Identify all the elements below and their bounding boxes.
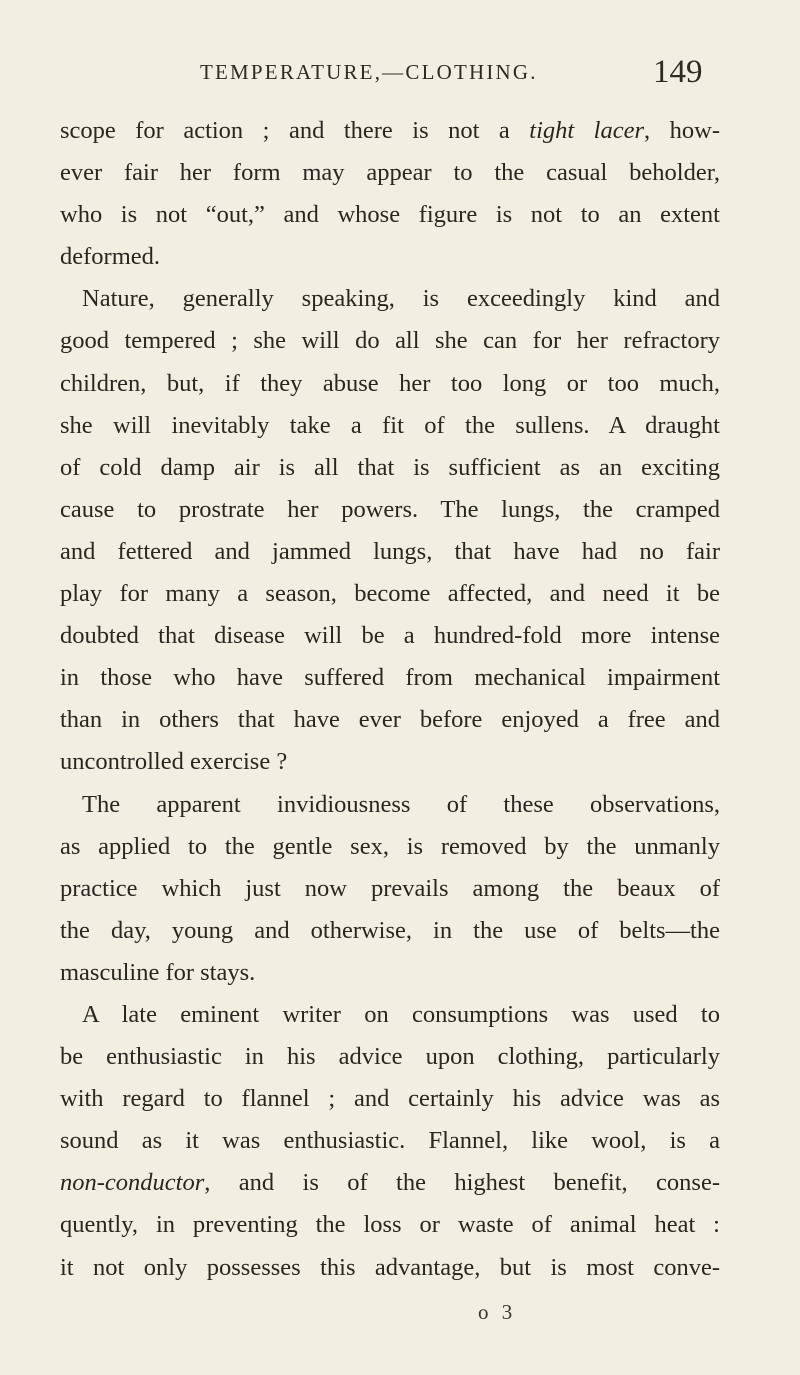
text-line: practice which just now prevails among the beaux of xyxy=(60,874,720,902)
text-line: and fettered and jammed lungs, that have had no fair xyxy=(60,537,720,565)
italic-term: non-conductor xyxy=(60,1169,205,1197)
text-line: cause to prostrate her powers. The lungs, the cramped xyxy=(60,495,720,523)
text-line: good tempered ; she will do all she can for her refractory xyxy=(60,327,720,355)
text-line: be enthusiastic in his advice upon clothing, particularly xyxy=(60,1043,720,1071)
text-line: than in others that have ever before enjoyed a free and xyxy=(60,706,720,734)
body-text xyxy=(60,110,720,1289)
text-line: who is not “out,” and whose figure is not to an extent xyxy=(60,201,720,229)
text-line: in those who have suffered from mechanical impairment xyxy=(60,664,720,692)
text-line: with regard to flannel ; and certainly his advice was as xyxy=(60,1085,720,1113)
text-line: quently, in preventing the loss or waste of animal heat : xyxy=(60,1211,720,1239)
signature-mark: o 3 xyxy=(478,1300,517,1324)
text-line: masculine for stays. xyxy=(60,958,256,986)
text-line: of cold damp air is all that is sufficient as an exciting xyxy=(60,453,720,481)
page-number: 149 xyxy=(653,54,703,90)
text-line: the day, young and otherwise, in the use of belts—the xyxy=(60,916,720,944)
running-title: TEMPERATURE,—CLOTHING. xyxy=(200,60,538,84)
text-line: children, but, if they abuse her too long or too much, xyxy=(60,369,720,397)
text-line: non-conductor, and is of the highest benefit, conse- xyxy=(60,1169,720,1197)
text-line: play for many a season, become affected, and need it be xyxy=(60,580,720,608)
text-line: doubted that disease will be a hundred-fold more intense xyxy=(60,622,720,650)
text-line: she will inevitably take a fit of the sullens. A draught xyxy=(60,411,720,439)
italic-term: tight lacer xyxy=(529,117,645,144)
text-line: sound as it was enthusiastic. Flannel, like wool, is a xyxy=(60,1127,720,1155)
running-head xyxy=(0,54,800,98)
text-line: Nature, generally speaking, is exceedingly kind and xyxy=(82,285,720,313)
text-line: uncontrolled exercise ? xyxy=(60,748,288,776)
text-line: A late eminent writer on consumptions was used to xyxy=(82,1000,720,1028)
text-line: scope for action ; and there is not a tight lacer, how- xyxy=(60,117,720,144)
text-line: it not only possesses this advantage, but is most conve- xyxy=(60,1253,720,1281)
text-line: deformed. xyxy=(60,243,160,271)
text-line: ever fair her form may appear to the casual beholder, xyxy=(60,159,720,187)
text-line: as applied to the gentle sex, is removed by the unmanly xyxy=(60,832,720,860)
text-line: The apparent invidiousness of these observations, xyxy=(82,790,720,818)
